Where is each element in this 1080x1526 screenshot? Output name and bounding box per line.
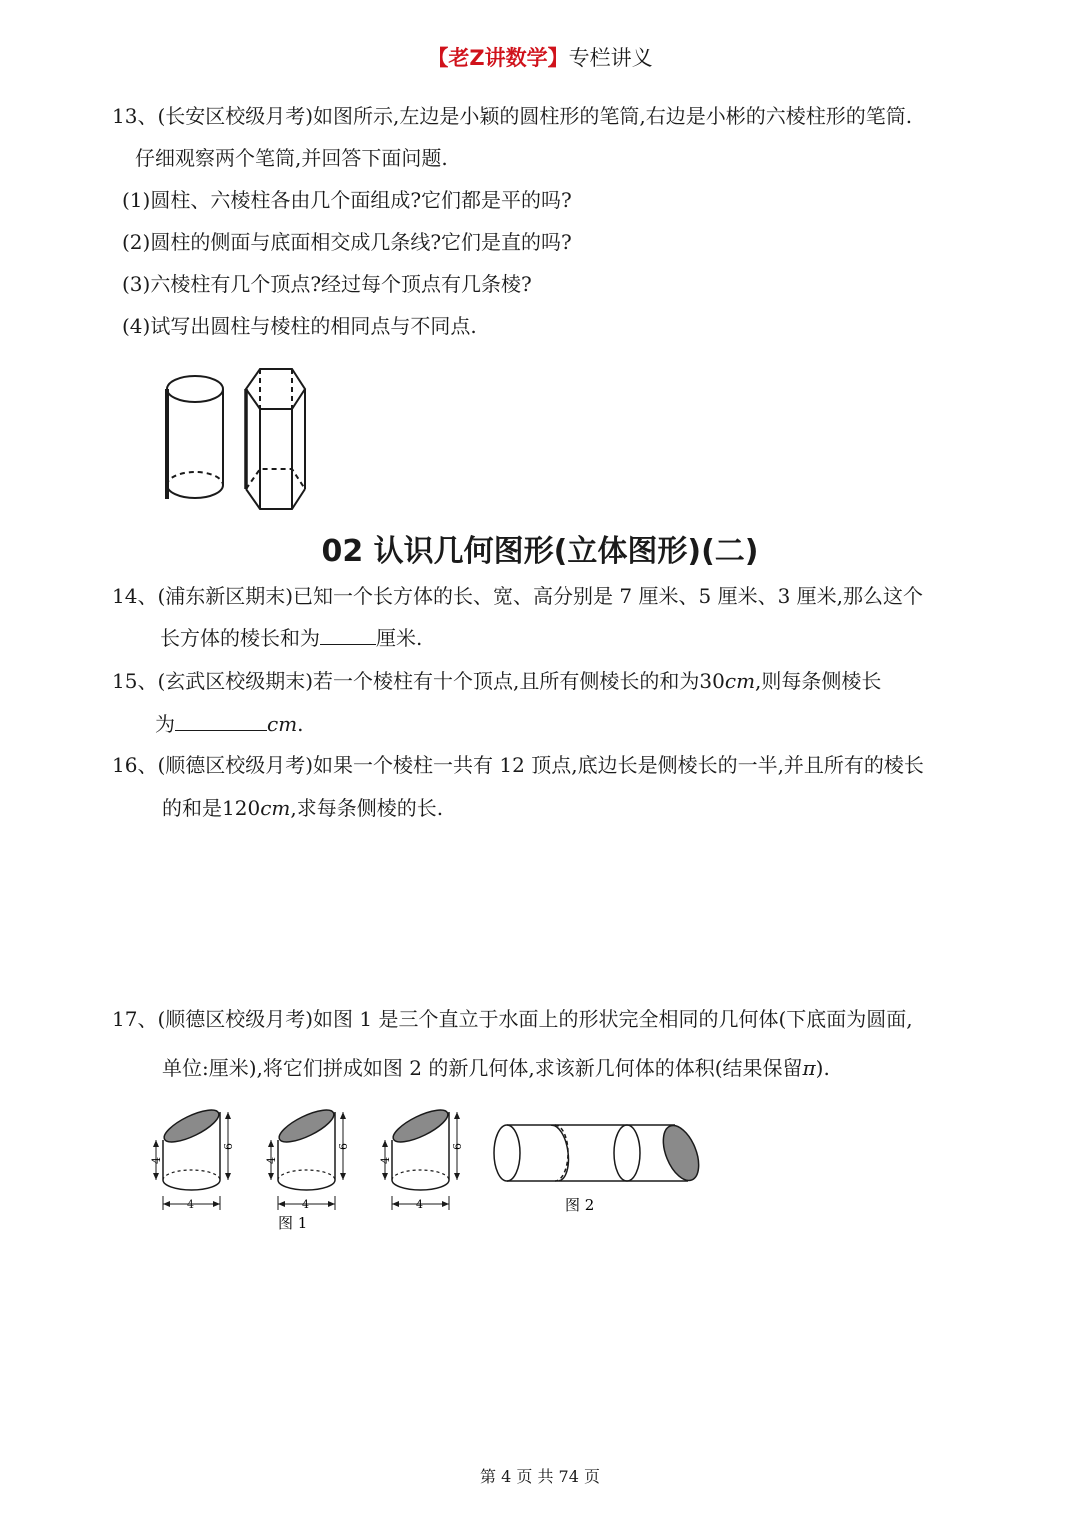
header-brand: 【老Z讲数学】 [427, 46, 569, 70]
fig1-solid-3 [379, 1104, 464, 1211]
fig1-tall-height-label: 6 [451, 1143, 464, 1150]
q16-line2-value: 120 [222, 796, 261, 820]
figure-1-caption: 图 1 [278, 1214, 308, 1232]
fig2-combined-solid [494, 1120, 706, 1185]
q13-sub2: (2)圆柱的侧面与底面相交成几条线?它们是直的吗? [122, 230, 572, 254]
q15-line1-post: ,则每条侧棱长 [755, 669, 882, 693]
cylinder-shape [167, 376, 223, 499]
q14-line1: 14、(浦东新区期末)已知一个长方体的长、宽、高分别是 7 厘米、5 厘米、3 厘米,那么这个 [112, 584, 924, 608]
q17-line1: 17、(顺德区校级月考)如图 1 是三个直立于水面上的形状完全相同的几何体(下底面为圆面, [112, 1007, 913, 1031]
header-suffix: 专栏讲义 [568, 46, 653, 70]
q17-line2-pre: 单位:厘米),将它们拼成如图 2 的新几何体,求该新几何体的体积(结果保留 [162, 1056, 803, 1080]
q17-line2-post: ). [815, 1056, 830, 1080]
q15-line2-post: . [297, 712, 304, 736]
fig1-diameter-label: 4 [416, 1198, 423, 1211]
q16-line2-unit: cm [260, 796, 291, 820]
fig1-short-height-label: 4 [265, 1157, 278, 1164]
q13-sub1: (1)圆柱、六棱柱各由几个面组成?它们都是平的吗? [122, 188, 572, 212]
q15-line1-pre: 15、(玄武区校级期末)若一个棱柱有十个顶点,且所有侧棱长的和为 [112, 669, 700, 693]
q16-line2-post: ,求每条侧棱的长. [290, 796, 444, 820]
q14-answer-blank[interactable] [320, 624, 376, 645]
q15-answer-blank[interactable] [175, 710, 267, 731]
figure-2 [485, 1115, 715, 1225]
fig1-tall-height-label: 6 [222, 1143, 235, 1150]
q13-sub4: (4)试写出圆柱与棱柱的相同点与不同点. [122, 314, 477, 338]
q13-figure [155, 355, 325, 510]
q15-line2-unit: cm [267, 712, 298, 736]
q16-line1: 16、(顺德区校级月考)如果一个棱柱一共有 12 顶点,底边长是侧棱长的一半,并且所有的棱长 [112, 753, 924, 777]
page-footer: 第 4 页 共 74 页 [480, 1467, 600, 1486]
q16-line2-pre: 的和是 [162, 796, 222, 820]
q15-line1-unit: cm [724, 669, 756, 693]
page-header [0, 42, 1080, 72]
fig1-short-height-label: 4 [150, 1157, 163, 1164]
figure-2-caption: 图 2 [565, 1196, 595, 1214]
fig1-solid-1 [150, 1104, 235, 1211]
q15-line1-value: 30 [699, 669, 725, 693]
q13-line2: 仔细观察两个笔筒,并回答下面问题. [135, 146, 448, 170]
fig1-solid-2 [265, 1104, 350, 1211]
q14-line2-post: 厘米. [376, 626, 423, 650]
hexagonal-prism-shape [246, 369, 305, 509]
q15-line2-pre: 为 [155, 712, 175, 736]
q13-sub3: (3)六棱柱有几个顶点?经过每个顶点有几条棱? [122, 272, 532, 296]
q15-line2 [155, 709, 304, 739]
q14-line2 [160, 623, 422, 653]
q16-line2 [162, 793, 443, 823]
figure-1 [145, 1100, 475, 1240]
section-title: 02 认识几何图形(立体图形)(二) [321, 534, 759, 569]
q17-line2 [162, 1053, 830, 1083]
q13-line1: 13、(长安区校级月考)如图所示,左边是小颖的圆柱形的笔筒,右边是小彬的六棱柱形的笔筒. [112, 104, 913, 128]
q15-line1 [112, 666, 881, 696]
fig1-diameter-label: 4 [302, 1198, 309, 1211]
q14-line2-pre: 长方体的棱长和为 [160, 626, 320, 650]
fig1-short-height-label: 4 [379, 1157, 392, 1164]
q17-line2-pi: π [802, 1056, 816, 1080]
fig1-tall-height-label: 6 [337, 1143, 350, 1150]
fig1-diameter-label: 4 [187, 1198, 194, 1211]
